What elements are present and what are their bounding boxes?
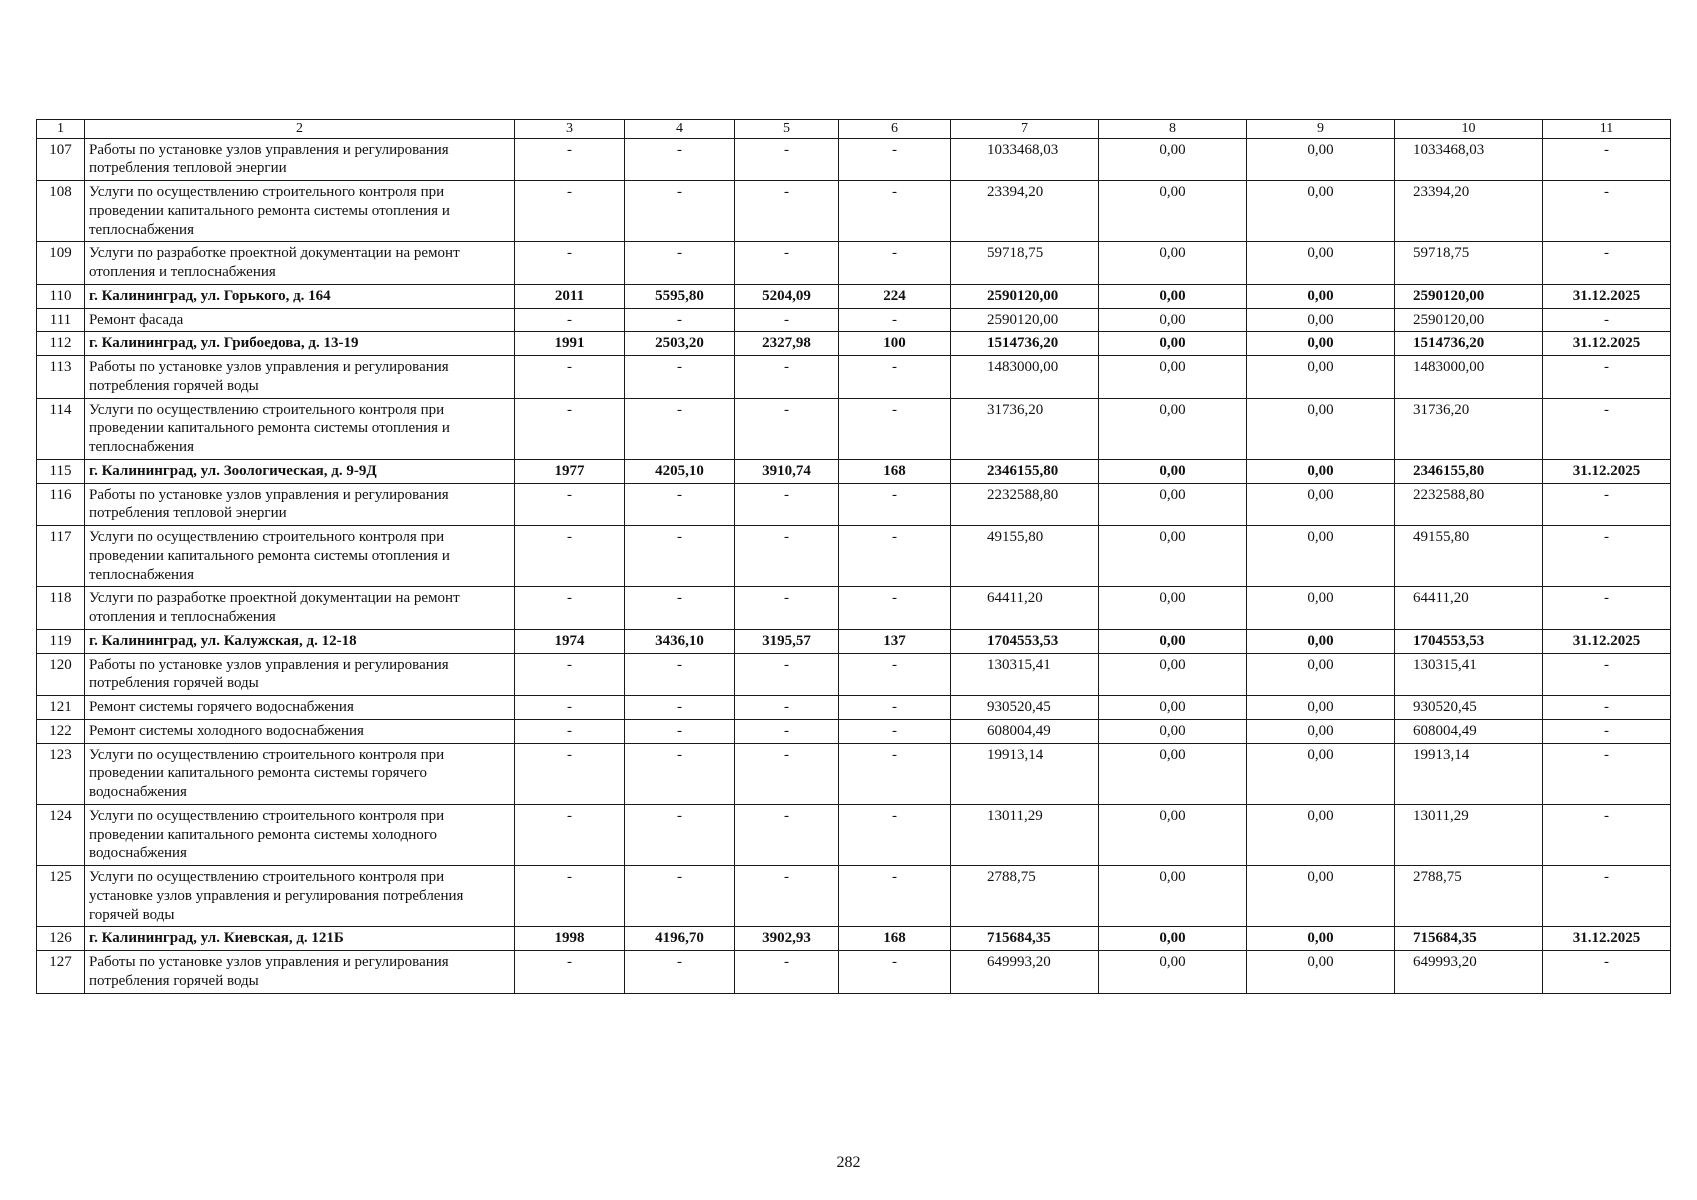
total-cost-cell: 49155,80 (951, 526, 1099, 587)
cost-col-8-cell: 0,00 (1099, 526, 1247, 587)
cost-col-10-cell: 649993,20 (1395, 951, 1543, 994)
work-row (37, 308, 1671, 332)
cost-col-10-cell: 13011,29 (1395, 804, 1543, 865)
year-commissioned-cell: - (515, 743, 625, 804)
total-cost-cell: 1483000,00 (951, 356, 1099, 399)
row-number-cell: 124 (37, 804, 85, 865)
deadline-cell: - (1543, 804, 1671, 865)
row-number-cell: 121 (37, 696, 85, 720)
column-number-8: 8 (1099, 120, 1247, 139)
document-sheet (36, 119, 1670, 994)
cost-col-8-cell: 0,00 (1099, 653, 1247, 696)
row-number-cell: 113 (37, 356, 85, 399)
work-row (37, 696, 1671, 720)
work-description-cell: Услуги по осуществлению строительного контроля при проведении капитального ремонта системы отопления и теплоснабжения (85, 526, 515, 587)
deadline-cell: - (1543, 866, 1671, 927)
residential-area-cell: - (735, 804, 839, 865)
cost-col-8-cell: 0,00 (1099, 804, 1247, 865)
cost-col-9-cell: 0,00 (1247, 629, 1395, 653)
cost-col-8-cell: 0,00 (1099, 629, 1247, 653)
cost-col-10-cell: 1704553,53 (1395, 629, 1543, 653)
residents-count-cell: - (839, 138, 951, 181)
work-row (37, 804, 1671, 865)
year-commissioned-cell: - (515, 308, 625, 332)
cost-col-8-cell: 0,00 (1099, 138, 1247, 181)
cost-col-10-cell: 930520,45 (1395, 696, 1543, 720)
year-commissioned-cell: - (515, 653, 625, 696)
total-area-cell: - (625, 526, 735, 587)
row-number-cell: 116 (37, 483, 85, 526)
cost-col-9-cell: 0,00 (1247, 284, 1395, 308)
work-description-cell: Услуги по разработке проектной документации на ремонт отопления и теплоснабжения (85, 242, 515, 285)
column-number-3: 3 (515, 120, 625, 139)
total-area-cell: 2503,20 (625, 332, 735, 356)
cost-col-8-cell: 0,00 (1099, 587, 1247, 630)
residential-area-cell: - (735, 242, 839, 285)
year-commissioned-cell: - (515, 526, 625, 587)
work-description-cell: Работы по установке узлов управления и регулирования потребления тепловой энергии (85, 138, 515, 181)
cost-col-10-cell: 49155,80 (1395, 526, 1543, 587)
address-row (37, 629, 1671, 653)
cost-col-9-cell: 0,00 (1247, 696, 1395, 720)
work-description-cell: Ремонт фасада (85, 308, 515, 332)
work-row (37, 356, 1671, 399)
total-cost-cell: 2590120,00 (951, 284, 1099, 308)
cost-col-8-cell: 0,00 (1099, 743, 1247, 804)
total-cost-cell: 59718,75 (951, 242, 1099, 285)
cost-col-9-cell: 0,00 (1247, 332, 1395, 356)
row-number-cell: 112 (37, 332, 85, 356)
total-cost-cell: 2788,75 (951, 866, 1099, 927)
row-number-cell: 117 (37, 526, 85, 587)
row-number-cell: 115 (37, 459, 85, 483)
cost-col-8-cell: 0,00 (1099, 696, 1247, 720)
work-description-cell: Услуги по осуществлению строительного контроля при проведении капитального ремонта системы отопления и теплоснабжения (85, 398, 515, 459)
column-number-2: 2 (85, 120, 515, 139)
year-commissioned-cell: - (515, 587, 625, 630)
column-number-5: 5 (735, 120, 839, 139)
deadline-cell: - (1543, 696, 1671, 720)
total-area-cell: - (625, 743, 735, 804)
year-commissioned-cell: 1977 (515, 459, 625, 483)
table-body (37, 120, 1671, 994)
total-cost-cell: 23394,20 (951, 181, 1099, 242)
cost-col-8-cell: 0,00 (1099, 356, 1247, 399)
year-commissioned-cell: 1991 (515, 332, 625, 356)
cost-col-10-cell: 31736,20 (1395, 398, 1543, 459)
work-description-cell: Услуги по осуществлению строительного контроля при проведении капитального ремонта системы горячего водоснабжения (85, 743, 515, 804)
residential-area-cell: - (735, 526, 839, 587)
deadline-cell: - (1543, 951, 1671, 994)
residential-area-cell: 3902,93 (735, 927, 839, 951)
residential-area-cell: 2327,98 (735, 332, 839, 356)
year-commissioned-cell: - (515, 398, 625, 459)
total-cost-cell: 1033468,03 (951, 138, 1099, 181)
residents-count-cell: - (839, 483, 951, 526)
cost-col-9-cell: 0,00 (1247, 526, 1395, 587)
column-number-6: 6 (839, 120, 951, 139)
cost-col-10-cell: 2232588,80 (1395, 483, 1543, 526)
deadline-cell: 31.12.2025 (1543, 459, 1671, 483)
work-row (37, 743, 1671, 804)
row-number-cell: 127 (37, 951, 85, 994)
residents-count-cell: 224 (839, 284, 951, 308)
deadline-cell: - (1543, 743, 1671, 804)
total-cost-cell: 649993,20 (951, 951, 1099, 994)
address-row (37, 459, 1671, 483)
residential-area-cell: - (735, 653, 839, 696)
row-number-cell: 125 (37, 866, 85, 927)
residents-count-cell: 168 (839, 459, 951, 483)
work-description-cell: Услуги по осуществлению строительного контроля при проведении капитального ремонта системы отопления и теплоснабжения (85, 181, 515, 242)
work-description-cell: г. Калининград, ул. Калужская, д. 12-18 (85, 629, 515, 653)
work-description-cell: Услуги по осуществлению строительного контроля при установке узлов управления и регулирования потребления горячей воды (85, 866, 515, 927)
total-area-cell: 3436,10 (625, 629, 735, 653)
row-number-cell: 107 (37, 138, 85, 181)
residents-count-cell: - (839, 308, 951, 332)
year-commissioned-cell: - (515, 483, 625, 526)
year-commissioned-cell: - (515, 866, 625, 927)
cost-col-8-cell: 0,00 (1099, 866, 1247, 927)
work-description-cell: г. Калининград, ул. Горького, д. 164 (85, 284, 515, 308)
year-commissioned-cell: - (515, 181, 625, 242)
year-commissioned-cell: - (515, 951, 625, 994)
year-commissioned-cell: 2011 (515, 284, 625, 308)
total-area-cell: - (625, 951, 735, 994)
work-row (37, 398, 1671, 459)
residential-area-cell: - (735, 951, 839, 994)
cost-col-10-cell: 130315,41 (1395, 653, 1543, 696)
residential-area-cell: - (735, 398, 839, 459)
total-area-cell: - (625, 242, 735, 285)
work-row (37, 653, 1671, 696)
work-description-cell: Ремонт системы горячего водоснабжения (85, 696, 515, 720)
total-area-cell: 4196,70 (625, 927, 735, 951)
residents-count-cell: - (839, 398, 951, 459)
year-commissioned-cell: - (515, 138, 625, 181)
deadline-cell: - (1543, 138, 1671, 181)
year-commissioned-cell: - (515, 719, 625, 743)
cost-col-8-cell: 0,00 (1099, 308, 1247, 332)
cost-col-10-cell: 715684,35 (1395, 927, 1543, 951)
total-area-cell: - (625, 696, 735, 720)
work-description-cell: Работы по установке узлов управления и регулирования потребления горячей воды (85, 951, 515, 994)
total-cost-cell: 31736,20 (951, 398, 1099, 459)
residents-count-cell: 100 (839, 332, 951, 356)
total-cost-cell: 2232588,80 (951, 483, 1099, 526)
column-number-10: 10 (1395, 120, 1543, 139)
total-cost-cell: 1514736,20 (951, 332, 1099, 356)
work-row (37, 242, 1671, 285)
cost-col-10-cell: 1033468,03 (1395, 138, 1543, 181)
work-description-cell: Услуги по разработке проектной документации на ремонт отопления и теплоснабжения (85, 587, 515, 630)
row-number-cell: 108 (37, 181, 85, 242)
cost-col-8-cell: 0,00 (1099, 719, 1247, 743)
total-cost-cell: 2590120,00 (951, 308, 1099, 332)
residents-count-cell: - (839, 181, 951, 242)
cost-col-9-cell: 0,00 (1247, 587, 1395, 630)
total-cost-cell: 13011,29 (951, 804, 1099, 865)
cost-col-9-cell: 0,00 (1247, 804, 1395, 865)
row-number-cell: 126 (37, 927, 85, 951)
total-area-cell: - (625, 308, 735, 332)
residential-area-cell: - (735, 866, 839, 927)
total-area-cell: - (625, 181, 735, 242)
residents-count-cell: - (839, 587, 951, 630)
cost-col-9-cell: 0,00 (1247, 398, 1395, 459)
column-number-4: 4 (625, 120, 735, 139)
cost-col-10-cell: 19913,14 (1395, 743, 1543, 804)
cost-col-9-cell: 0,00 (1247, 927, 1395, 951)
address-row (37, 332, 1671, 356)
cost-col-8-cell: 0,00 (1099, 951, 1247, 994)
residents-count-cell: - (839, 653, 951, 696)
residential-area-cell: - (735, 587, 839, 630)
cost-col-8-cell: 0,00 (1099, 332, 1247, 356)
cost-col-9-cell: 0,00 (1247, 653, 1395, 696)
column-number-1: 1 (37, 120, 85, 139)
deadline-cell: - (1543, 398, 1671, 459)
work-row (37, 181, 1671, 242)
total-cost-cell: 715684,35 (951, 927, 1099, 951)
year-commissioned-cell: - (515, 356, 625, 399)
row-number-cell: 119 (37, 629, 85, 653)
residential-area-cell: - (735, 483, 839, 526)
cost-col-9-cell: 0,00 (1247, 459, 1395, 483)
row-number-cell: 123 (37, 743, 85, 804)
work-row (37, 483, 1671, 526)
work-description-cell: Работы по установке узлов управления и регулирования потребления горячей воды (85, 653, 515, 696)
work-row (37, 587, 1671, 630)
total-area-cell: - (625, 398, 735, 459)
total-area-cell: - (625, 483, 735, 526)
residents-count-cell: - (839, 356, 951, 399)
total-area-cell: 5595,80 (625, 284, 735, 308)
work-description-cell: Услуги по осуществлению строительного контроля при проведении капитального ремонта системы холодного водоснабжения (85, 804, 515, 865)
cost-col-9-cell: 0,00 (1247, 138, 1395, 181)
row-number-cell: 110 (37, 284, 85, 308)
column-number-header (37, 120, 1671, 139)
residential-area-cell: - (735, 719, 839, 743)
deadline-cell: 31.12.2025 (1543, 284, 1671, 308)
residents-count-cell: - (839, 719, 951, 743)
cost-col-10-cell: 2346155,80 (1395, 459, 1543, 483)
cost-col-9-cell: 0,00 (1247, 181, 1395, 242)
cost-col-9-cell: 0,00 (1247, 719, 1395, 743)
residential-area-cell: 5204,09 (735, 284, 839, 308)
cost-col-8-cell: 0,00 (1099, 284, 1247, 308)
total-area-cell: - (625, 356, 735, 399)
cost-col-10-cell: 1483000,00 (1395, 356, 1543, 399)
cost-col-9-cell: 0,00 (1247, 951, 1395, 994)
residential-area-cell: 3910,74 (735, 459, 839, 483)
residents-count-cell: - (839, 696, 951, 720)
cost-col-9-cell: 0,00 (1247, 483, 1395, 526)
work-description-cell: г. Калининград, ул. Зоологическая, д. 9-9Д (85, 459, 515, 483)
year-commissioned-cell: - (515, 804, 625, 865)
total-cost-cell: 19913,14 (951, 743, 1099, 804)
deadline-cell: - (1543, 181, 1671, 242)
address-row (37, 284, 1671, 308)
cost-col-8-cell: 0,00 (1099, 181, 1247, 242)
cost-col-8-cell: 0,00 (1099, 483, 1247, 526)
residents-count-cell: - (839, 804, 951, 865)
year-commissioned-cell: - (515, 242, 625, 285)
row-number-cell: 109 (37, 242, 85, 285)
column-number-9: 9 (1247, 120, 1395, 139)
cost-col-10-cell: 2590120,00 (1395, 308, 1543, 332)
residents-count-cell: - (839, 526, 951, 587)
deadline-cell: 31.12.2025 (1543, 927, 1671, 951)
work-description-cell: г. Калининград, ул. Грибоедова, д. 13-19 (85, 332, 515, 356)
total-area-cell: - (625, 804, 735, 865)
residents-count-cell: - (839, 951, 951, 994)
work-description-cell: Работы по установке узлов управления и регулирования потребления горячей воды (85, 356, 515, 399)
residents-count-cell: - (839, 743, 951, 804)
cost-col-10-cell: 608004,49 (1395, 719, 1543, 743)
cost-col-8-cell: 0,00 (1099, 927, 1247, 951)
total-cost-cell: 1704553,53 (951, 629, 1099, 653)
work-row (37, 138, 1671, 181)
residential-area-cell: - (735, 181, 839, 242)
residential-area-cell: - (735, 308, 839, 332)
cost-col-10-cell: 64411,20 (1395, 587, 1543, 630)
total-area-cell: - (625, 866, 735, 927)
cost-col-10-cell: 2590120,00 (1395, 284, 1543, 308)
work-description-cell: Работы по установке узлов управления и регулирования потребления тепловой энергии (85, 483, 515, 526)
deadline-cell: - (1543, 719, 1671, 743)
residents-count-cell: - (839, 866, 951, 927)
deadline-cell: 31.12.2025 (1543, 332, 1671, 356)
total-cost-cell: 64411,20 (951, 587, 1099, 630)
residential-area-cell: - (735, 696, 839, 720)
work-row (37, 951, 1671, 994)
row-number-cell: 122 (37, 719, 85, 743)
cost-col-8-cell: 0,00 (1099, 398, 1247, 459)
deadline-cell: 31.12.2025 (1543, 629, 1671, 653)
column-number-7: 7 (951, 120, 1099, 139)
deadline-cell: - (1543, 526, 1671, 587)
row-number-cell: 120 (37, 653, 85, 696)
residential-area-cell: - (735, 138, 839, 181)
total-area-cell: - (625, 138, 735, 181)
residential-area-cell: - (735, 743, 839, 804)
work-description-cell: г. Калининград, ул. Киевская, д. 121Б (85, 927, 515, 951)
cost-col-9-cell: 0,00 (1247, 866, 1395, 927)
year-commissioned-cell: 1974 (515, 629, 625, 653)
total-cost-cell: 130315,41 (951, 653, 1099, 696)
row-number-cell: 118 (37, 587, 85, 630)
deadline-cell: - (1543, 308, 1671, 332)
total-area-cell: - (625, 719, 735, 743)
cost-col-10-cell: 1514736,20 (1395, 332, 1543, 356)
deadline-cell: - (1543, 653, 1671, 696)
total-cost-cell: 608004,49 (951, 719, 1099, 743)
total-area-cell: - (625, 653, 735, 696)
work-row (37, 719, 1671, 743)
residents-count-cell: 137 (839, 629, 951, 653)
cost-col-9-cell: 0,00 (1247, 356, 1395, 399)
cost-col-9-cell: 0,00 (1247, 242, 1395, 285)
residents-count-cell: 168 (839, 927, 951, 951)
row-number-cell: 111 (37, 308, 85, 332)
cost-col-9-cell: 0,00 (1247, 743, 1395, 804)
address-row (37, 927, 1671, 951)
deadline-cell: - (1543, 483, 1671, 526)
work-row (37, 866, 1671, 927)
row-number-cell: 114 (37, 398, 85, 459)
capital-repair-table (36, 119, 1671, 994)
cost-col-10-cell: 2788,75 (1395, 866, 1543, 927)
column-number-11: 11 (1543, 120, 1671, 139)
total-cost-cell: 2346155,80 (951, 459, 1099, 483)
total-area-cell: - (625, 587, 735, 630)
work-description-cell: Ремонт системы холодного водоснабжения (85, 719, 515, 743)
residents-count-cell: - (839, 242, 951, 285)
deadline-cell: - (1543, 587, 1671, 630)
cost-col-10-cell: 23394,20 (1395, 181, 1543, 242)
cost-col-8-cell: 0,00 (1099, 242, 1247, 285)
cost-col-8-cell: 0,00 (1099, 459, 1247, 483)
year-commissioned-cell: - (515, 696, 625, 720)
deadline-cell: - (1543, 242, 1671, 285)
total-area-cell: 4205,10 (625, 459, 735, 483)
deadline-cell: - (1543, 356, 1671, 399)
residential-area-cell: - (735, 356, 839, 399)
cost-col-10-cell: 59718,75 (1395, 242, 1543, 285)
work-row (37, 526, 1671, 587)
residential-area-cell: 3195,57 (735, 629, 839, 653)
cost-col-9-cell: 0,00 (1247, 308, 1395, 332)
page-number: 282 (836, 1154, 861, 1171)
year-commissioned-cell: 1998 (515, 927, 625, 951)
total-cost-cell: 930520,45 (951, 696, 1099, 720)
